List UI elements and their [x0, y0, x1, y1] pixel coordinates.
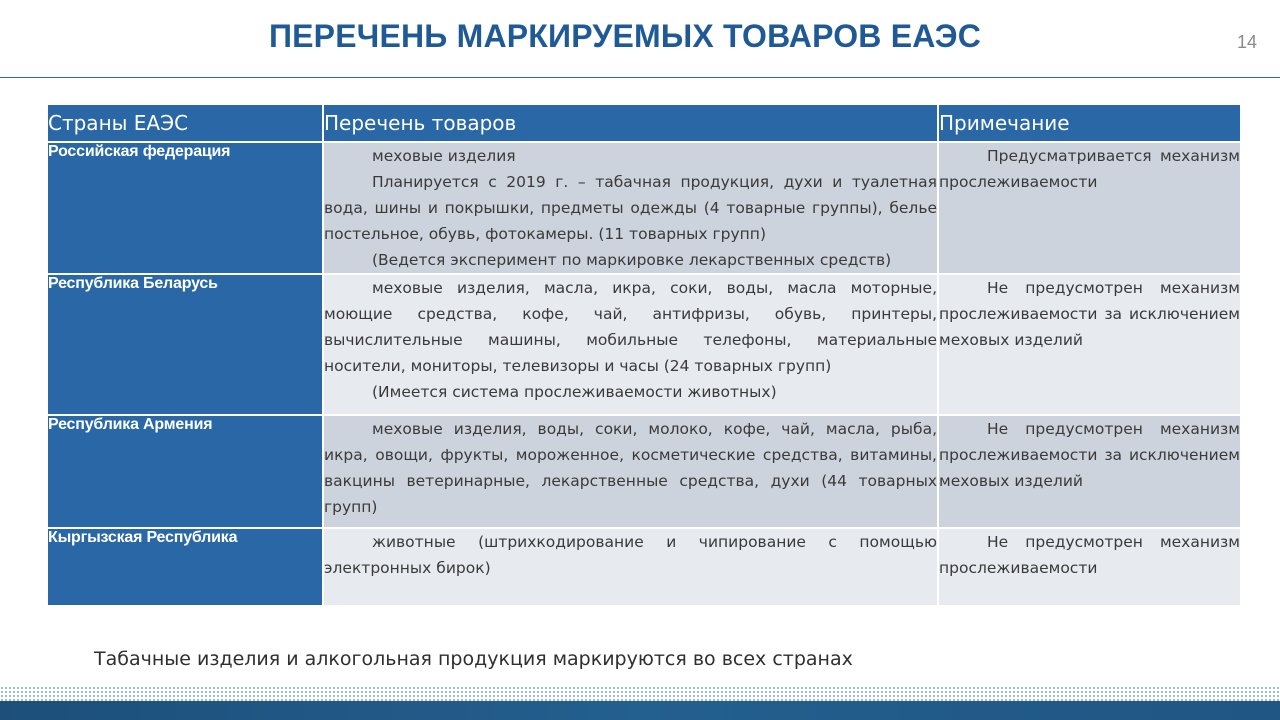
goods-cell — [323, 274, 938, 415]
note-cell — [938, 415, 1241, 528]
slide-title: ПЕРЕЧЕНЬ МАРКИРУЕМЫХ ТОВАРОВ ЕАЭС — [268, 18, 982, 54]
goods-cell — [323, 528, 938, 606]
table-header-row — [47, 104, 1241, 142]
goods-line: меховые изделия, масла, икра, соки, воды, масла моторные, моющие средства, кофе, чай, антифризы, обувь, принтеры, вычислительные машины, мобильные телефоны, материальные носители, мониторы, телевизоры и часы (24 товарных групп) — [324, 279, 937, 375]
goods-line: меховые изделия — [372, 147, 516, 165]
table-row — [47, 415, 1241, 528]
note-cell — [938, 142, 1241, 274]
table-row — [47, 142, 1241, 274]
country-cell: Кыргызская Республика — [47, 528, 323, 606]
note-text: Не предусмотрен механизм прослеживаемости — [939, 533, 1240, 577]
country-cell: Республика Армения — [47, 415, 323, 528]
page-number: 14 — [1236, 32, 1257, 52]
note-text: Не предусмотрен механизм прослеживаемости за исключением меховых изделий — [939, 420, 1240, 490]
goods-line: меховые изделия, воды, соки, молоко, кофе, чай, масла, рыба, икра, овощи, фрукты, мороженное, косметические средства, витамины, вакцины ветеринарные, лекарственные средства, духи (44 товарных групп) — [324, 420, 937, 516]
note-text: Не предусмотрен механизм прослеживаемости за исключением меховых изделий — [939, 279, 1240, 349]
goods-cell — [323, 415, 938, 528]
country-cell: Республика Беларусь — [47, 274, 323, 415]
header-countries: Страны ЕАЭС — [47, 104, 323, 142]
goods-line: (Имеется система прослеживаемости животных) — [372, 383, 777, 401]
table-row — [47, 274, 1241, 415]
note-text: Предусматривается механизм прослеживаемости — [939, 147, 1240, 191]
goods-cell — [323, 142, 938, 274]
country-cell: Российская федерация — [47, 142, 323, 274]
note-cell — [938, 528, 1241, 606]
header-goods: Перечень товаров — [323, 104, 938, 142]
goods-line: животные (штрихкодирование и чипирование с помощью электронных бирок) — [324, 533, 937, 577]
header-note: Примечание — [938, 104, 1241, 142]
goods-line: Планируется с 2019 г. – табачная продукция, духи и туалетная вода, шины и покрышки, предметы одежды (4 товарные группы), белье постельное, обувь, фотокамеры. (11 товарных групп) — [324, 173, 937, 243]
goods-line: (Ведется эксперимент по маркировке лекарственных средств) — [372, 251, 892, 269]
goods-table — [46, 103, 1242, 607]
title-divider — [0, 77, 1280, 78]
table-row — [47, 528, 1241, 606]
bottom-bar — [0, 701, 1280, 720]
note-cell — [938, 274, 1241, 415]
footer-note: Табачные изделия и алкогольная продукция маркируются во всех странах — [94, 648, 853, 670]
